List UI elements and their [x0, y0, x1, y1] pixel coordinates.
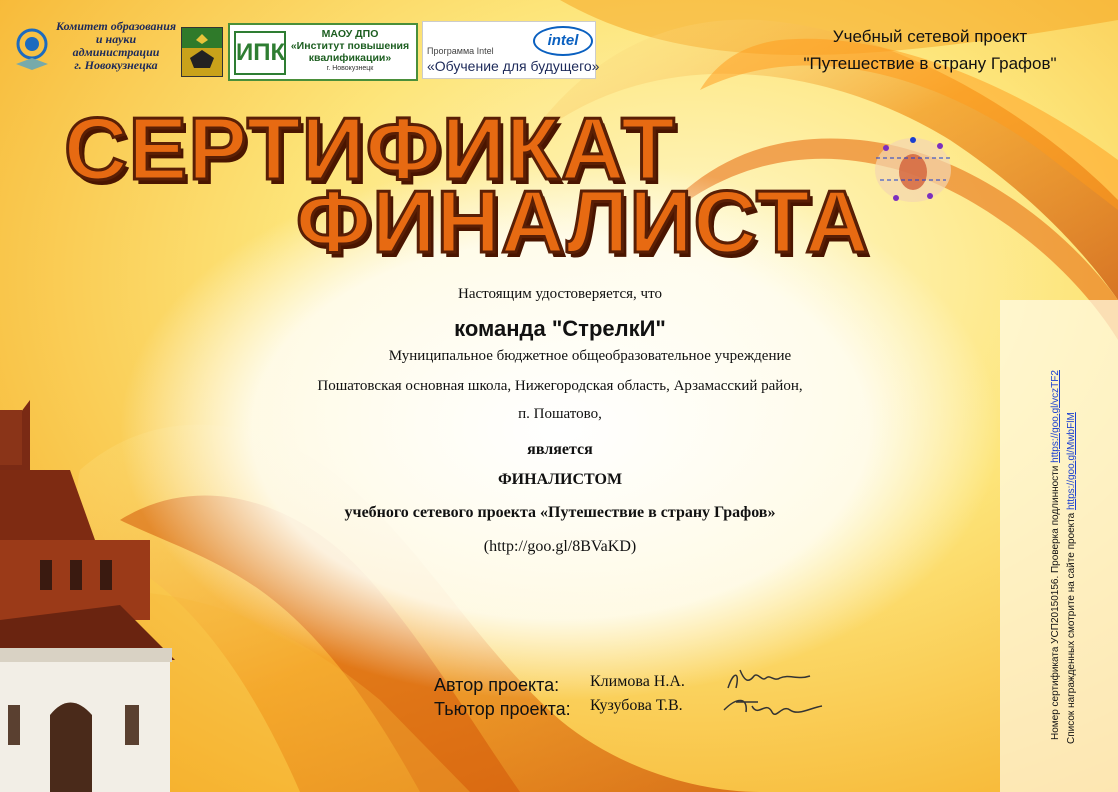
- organization-line-2: Пошатовская основная школа, Нижегородская область, Арзамасский район,: [317, 378, 803, 394]
- organization-line-3: п. Пошатово,: [518, 406, 602, 422]
- city-coat-of-arms-logo: [181, 27, 223, 77]
- project-header-line-2: "Путешествие в страну Графов": [803, 54, 1057, 73]
- certificate-verify-link[interactable]: https://goo.gl/vczTF2: [1050, 370, 1061, 463]
- certificate-title-line-2: ФИНАЛИСТА: [296, 172, 870, 271]
- is-text: является: [527, 441, 593, 458]
- project-url-text: (http://goo.gl/8BVaKD): [483, 538, 637, 555]
- project-header-line-1: Учебный сетевой проект: [832, 27, 1028, 46]
- winners-list-link[interactable]: https://goo.gl/MwbFlM: [1066, 412, 1077, 511]
- intel-program-logo: [422, 21, 600, 79]
- certificate-title-line-1: СЕРТИФИКАТ: [64, 99, 676, 198]
- certificate-number-prefix: Номер сертификата УСП20150156. Проверка подлинности: [1050, 462, 1061, 740]
- intel-logo: intel: [533, 26, 593, 56]
- intel-slogan: «Обучение для будущего»: [427, 58, 600, 74]
- intel-program-label: Программа Intel: [427, 46, 494, 56]
- certificate-number-text: [1050, 370, 1062, 740]
- ipk-org: МАОУ ДПО: [321, 28, 379, 40]
- handwritten-signatures-image: [718, 660, 828, 730]
- tutor-label: Тьютор проекта:: [434, 699, 571, 719]
- ipk-name: «Институт повышения квалификации»: [290, 40, 410, 64]
- committee-line-2: и науки: [95, 32, 137, 46]
- ipk-city: г. Новокузнецк: [326, 65, 374, 72]
- coat-of-arms-icon: [182, 28, 222, 76]
- author-label: Автор проекта:: [434, 675, 560, 695]
- winners-list-text: [1066, 412, 1078, 744]
- committee-line-4: г. Новокузнецка: [74, 58, 158, 72]
- team-name: команда "СтрелкИ": [454, 316, 666, 341]
- education-committee-logo: [14, 18, 182, 78]
- author-name: Климова Н.А.: [590, 673, 685, 690]
- ipk-institute-logo: [228, 23, 418, 81]
- winners-list-prefix: Список награжденных смотрите на сайте проекта: [1066, 510, 1077, 744]
- committee-line-3: администрации: [72, 45, 160, 59]
- committee-line-1: Комитет образования: [55, 19, 177, 33]
- project-graph-emblem-icon: [866, 128, 960, 208]
- project-name-text: учебного сетевого проекта «Путешествие в страну Графов»: [344, 504, 776, 521]
- finalist-text: ФИНАЛИСТОМ: [497, 471, 623, 488]
- ipk-letters: ИПК: [234, 31, 286, 75]
- tutor-name: Кузубова Т.В.: [590, 697, 683, 714]
- certifies-text: Настоящим удостоверяется, что: [458, 286, 662, 302]
- committee-emblem-icon: [14, 24, 50, 72]
- organization-line-1: Муниципальное бюджетное общеобразовательное учреждение: [388, 348, 792, 364]
